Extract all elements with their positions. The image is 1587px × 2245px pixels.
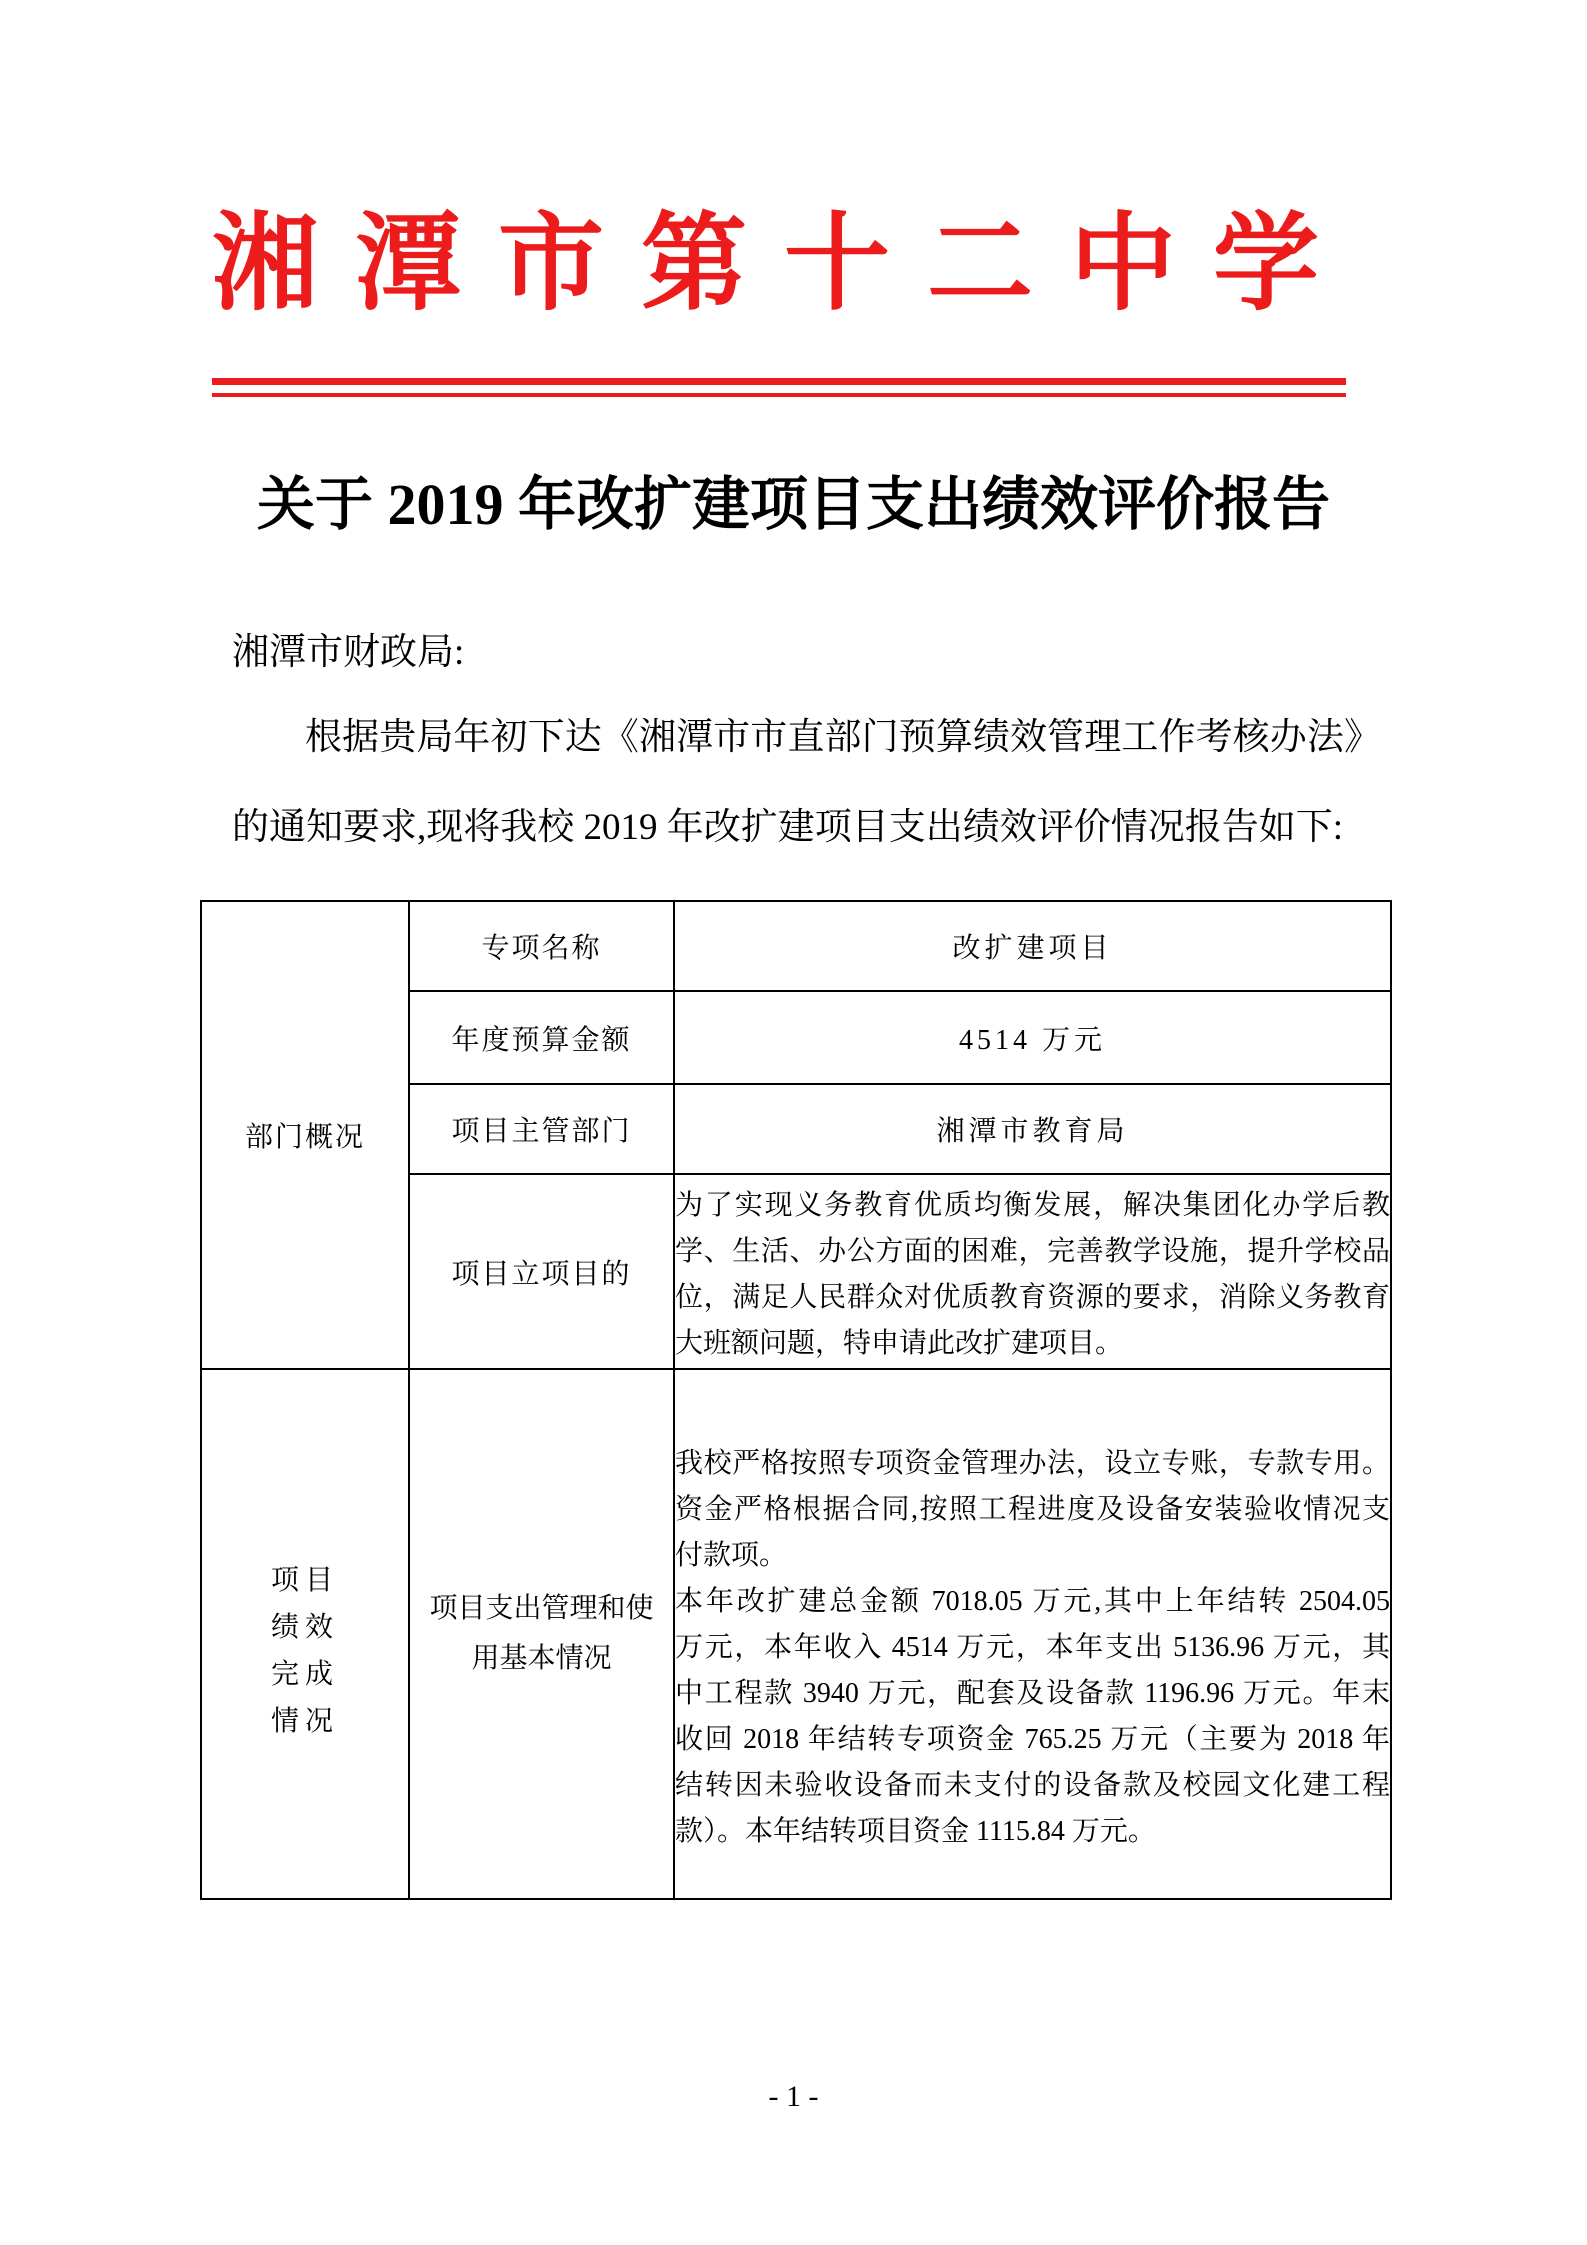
- table-value-project-purpose: 为了实现义务教育优质均衡发展，解决集团化办学后教 学、生活、办公方面的困难，完善教学设施，提升学校品 位，满足人民群众对优质教育资源的要求，消除义务教育 大班额问题，特申请此改扩建项目。: [674, 1174, 1391, 1369]
- table-section-dept-overview: 部门概况: [201, 901, 409, 1369]
- letterhead-rule-thin: [212, 393, 1346, 397]
- document-title: 关于 2019 年改扩建项目支出绩效评价报告: [256, 472, 1330, 537]
- page-number: - 1 -: [768, 2080, 819, 2113]
- table-label-project-purpose: 项目立项目的: [409, 1174, 674, 1369]
- paragraph-line-1: 根据贵局年初下达《湘潭市市直部门预算绩效管理工作考核办法》: [305, 717, 1381, 758]
- table-value-annual-budget: 4514 万元: [674, 991, 1391, 1084]
- table-label-annual-budget: 年度预算金额: [409, 991, 674, 1084]
- table-value-supervising-dept: 湘潭市教育局: [674, 1084, 1391, 1174]
- paragraph-line-2: 的通知要求,现将我校 2019 年改扩建项目支出绩效评价情况报告如下:: [232, 807, 1344, 848]
- school-letterhead-title: 湘潭市第十二中学: [212, 206, 1356, 323]
- salutation-line: 湘潭市财政局:: [232, 632, 465, 673]
- table-label-supervising-dept: 项目主管部门: [409, 1084, 674, 1174]
- table-section-performance: [201, 1369, 409, 1899]
- table-value-special-name: 改扩建项目: [674, 901, 1391, 991]
- table-label-spending-management-text: 项目支出管理和使用基本情况: [429, 1593, 654, 1674]
- table-label-special-name: 专项名称: [409, 901, 674, 991]
- letterhead-rule-thick: [212, 378, 1346, 385]
- table-section-performance-text: 项目 绩效 完成 情况: [270, 1565, 339, 1737]
- table-value-spending-management: 我校严格按照专项资金管理办法，设立专账，专款专用。 资金严格根据合同,按照工程进度及设备安装验收情况支 付款项。 本年改扩建总金额 7018.05 万元,其中上年结转 2504.05 万元，本年收入 4514 万元，本年支出 5136.96 万元，其 中工程款 3940 万元，配套及设备款 1196.96 万元。年末 收回 2018 年结转专项资金 765.25 万元（主要为 2018 年 结转因未验收设备而未支付的设备款及校园文化建工程 款）。本年结转项目资金 1115.84 万元。: [674, 1369, 1391, 1899]
- table-label-spending-management: [409, 1369, 674, 1899]
- performance-overview-table: [200, 900, 1392, 1900]
